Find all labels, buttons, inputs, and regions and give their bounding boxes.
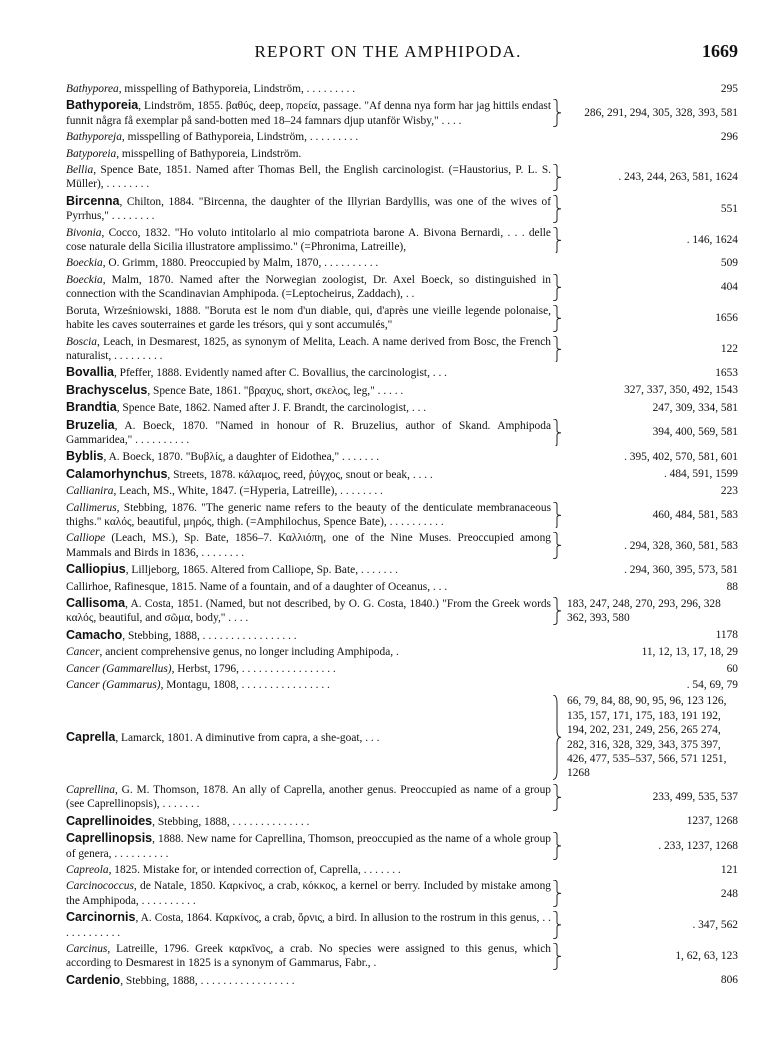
brace xyxy=(551,942,563,971)
entry-name: Boscia xyxy=(66,335,98,348)
entry-text xyxy=(66,467,551,482)
entry-description: , Malm, 1870. Named after the Norwegian zoologist, Dr. Axel Boeck, so distinguished in connection with the Scandinavian Amphipoda. (=Leptocheirus, Zaddach), xyxy=(66,273,551,301)
brace xyxy=(551,365,563,380)
entry-pages: 1237, 1268 xyxy=(686,815,738,828)
index-entry xyxy=(66,304,738,333)
index-entry xyxy=(66,256,738,270)
brace xyxy=(551,531,563,560)
entry-description: , Lindström, 1855. βαθύς, deep, πορεία, passage. "Af denna nya form har jag hittils endast funnit några få exemplar på sand-botten med 18–24 famnars djup utanför Wisby," xyxy=(66,100,551,127)
index-entry xyxy=(66,449,738,464)
entry-description: , Stebbing, 1888, xyxy=(120,974,198,987)
entry-description: , de Natale, 1850. Καρκίνος, a crab, κόκκος, a kernel or berry. Included by mistake among the Amphipoda, xyxy=(66,880,551,907)
entry-text xyxy=(66,501,551,530)
entry-description: , Rafinesque, 1815. Name of a fountain, and of a daughter of Oceanus, xyxy=(108,580,431,593)
brace xyxy=(551,226,563,255)
brace-icon xyxy=(552,195,561,223)
entry-name: Camacho xyxy=(66,627,123,642)
entry-text xyxy=(66,194,551,224)
index-entry xyxy=(66,831,738,861)
leader-dots: . . . . . . . . . . . . . . . . . xyxy=(238,662,336,675)
leader-dots: . . . xyxy=(362,731,380,744)
entry-text xyxy=(66,383,551,398)
entry-description: , G. M. Thomson, 1878. An ally of Caprella, another genus. Preoccupied as name of a group (see Caprellinopsis), xyxy=(66,783,551,811)
index-entry xyxy=(66,273,738,302)
entry-name: Bovallia xyxy=(66,365,114,380)
entry-description: , misspelling of Bathyporeia, Lindström. xyxy=(116,147,302,160)
entry-pages: 296 xyxy=(720,131,738,144)
entry-description: , A. Boeck, 1870. "Βυβλίς, a daughter of Eidothea," xyxy=(103,451,340,464)
entry-pages: 121 xyxy=(720,863,738,876)
index-entry xyxy=(66,973,738,988)
index-entry xyxy=(66,98,738,128)
index-entry xyxy=(66,335,738,364)
brace xyxy=(551,562,563,577)
brace-icon xyxy=(552,943,561,970)
entry-name: Brachyscelus xyxy=(66,382,148,397)
index-entry xyxy=(66,863,738,877)
entry-text xyxy=(66,226,551,255)
entry-pages: . 54, 69, 79 xyxy=(686,679,738,692)
entry-pages: 247, 309, 334, 581 xyxy=(652,401,738,414)
leader-dots: . . . . . . . xyxy=(159,798,200,811)
entry-text xyxy=(66,256,551,270)
index-entry xyxy=(66,383,738,398)
brace xyxy=(551,783,563,812)
brace-icon xyxy=(552,695,561,779)
entry-pages: 327, 337, 350, 492, 1543 xyxy=(624,384,738,397)
entry-description: , Stebbing, 1888, xyxy=(122,629,200,642)
entry-name: Bathyporeia xyxy=(66,98,139,113)
entry-name: Caprellinoides xyxy=(66,813,153,828)
brace-icon xyxy=(552,880,561,907)
entry-text xyxy=(66,678,551,692)
entry-text xyxy=(66,163,551,192)
entry-text xyxy=(66,98,551,128)
entry-text xyxy=(66,580,551,594)
entry-description: , A. Boeck, 1870. "Named in honour of R. Bruzelius, author of Skand. Amphipoda Gammaridea," xyxy=(66,419,551,446)
entry-name: Byblis xyxy=(66,449,104,464)
index-entry xyxy=(66,662,738,676)
leader-dots: . . . . . . . xyxy=(339,451,380,464)
entry-pages: . 347, 562 xyxy=(692,918,738,931)
brace-icon xyxy=(552,274,561,301)
index-entry xyxy=(66,484,738,498)
index-entry xyxy=(66,194,738,224)
entry-text xyxy=(66,400,551,415)
index-entry xyxy=(66,400,738,415)
brace-icon xyxy=(552,164,561,191)
entry-text xyxy=(66,879,551,908)
brace-icon xyxy=(552,419,561,447)
entry-pages: 551 xyxy=(720,202,738,215)
entry-pages: . 484, 591, 1599 xyxy=(663,468,738,481)
entry-description: , Spence Bate, 1851. Named after Thomas Bell, the English carcinologist. (=Haustorius, P. L. S. Müller), xyxy=(66,164,551,191)
brace xyxy=(551,628,563,643)
leader-dots: . . . . . . . . . . . . . . xyxy=(229,815,310,828)
entry-description: , 1825. Mistake for, or intended correction of, Caprella, xyxy=(108,863,361,876)
index-entry xyxy=(66,82,738,96)
leader-dots: . . . . . . . . xyxy=(108,210,155,223)
entry-pages: 1653 xyxy=(715,366,738,379)
index-entry xyxy=(66,783,738,812)
brace xyxy=(551,863,563,877)
entry-name: Bruzelia xyxy=(66,417,115,432)
brace xyxy=(551,383,563,398)
entry-text xyxy=(66,628,551,643)
entry-pages: 295 xyxy=(720,83,738,95)
entry-pages: 1656 xyxy=(715,311,738,324)
entry-pages: 394, 400, 569, 581 xyxy=(652,426,738,439)
leader-dots: . . . . . . . . xyxy=(198,546,245,559)
leader-dots: . . . . . . . . . . xyxy=(132,433,190,446)
entry-name: Caprellina xyxy=(66,783,115,796)
leader-dots: . . . . . . . xyxy=(358,564,398,577)
index-entry xyxy=(66,580,738,594)
entry-text xyxy=(66,365,551,380)
entry-pages: 60 xyxy=(726,662,738,675)
leader-dots: . . xyxy=(402,288,415,301)
entry-description: , misspelling of Bathyporeia, Lindström, xyxy=(118,83,304,95)
entry-name: Callisoma xyxy=(66,596,126,610)
entry-name: Calliopius xyxy=(66,562,126,577)
index-entry xyxy=(66,418,738,448)
entry-description: , Lamarck, 1801. A diminutive from capra, a she-goat, xyxy=(115,731,363,744)
brace xyxy=(551,645,563,659)
entry-description: , Cocco, 1832. "Ho voluto intitolarlo al mio compatriota barone A. Bivona Bernardi, . . . delle cose naturale della Sicilia illustratore amplissimo." (=Phronima, Latreille), xyxy=(66,226,551,254)
entry-pages: . 233, 1237, 1268 xyxy=(658,839,738,852)
brace xyxy=(551,335,563,364)
entry-name: Callirhoe xyxy=(66,580,109,593)
brace xyxy=(551,273,563,302)
entry-pages: 248 xyxy=(720,887,738,900)
entry-description: , Stebbing, 1876. "The generic name refers to the beauty of the denticulate membranaceous thighs." καλός, beautiful, μηρός, thigh. (=Amphilochus, Spence Bate), xyxy=(66,501,551,528)
brace xyxy=(551,98,563,128)
brace xyxy=(551,449,563,464)
entry-text xyxy=(66,304,551,333)
entry-name: Cancer (Gammarellus) xyxy=(66,662,172,675)
entry-name: Bathyporeja xyxy=(66,131,122,144)
entry-pages: 460, 484, 581, 583 xyxy=(652,508,738,521)
entry-pages: 233, 499, 535, 537 xyxy=(652,791,738,804)
leader-dots: . . . . . . . . . xyxy=(306,131,359,144)
leader-dots: . . . . . . . . . . xyxy=(321,257,379,270)
index-entry xyxy=(66,130,738,144)
entry-pages: . 243, 244, 263, 581, 1624 xyxy=(618,171,738,184)
leader-dots: . . . . . . . . . . . . . . . . . xyxy=(197,974,295,987)
index-entry xyxy=(66,694,738,780)
entry-description: , Herbst, 1796, xyxy=(171,662,239,675)
entry-name: Cardenio xyxy=(66,972,121,987)
entry-text xyxy=(66,973,551,988)
entry-pages: 1178 xyxy=(715,629,738,642)
brace xyxy=(551,678,563,692)
entry-name: Caprellinopsis xyxy=(66,831,153,846)
brace xyxy=(551,973,563,988)
index-entry xyxy=(66,226,738,255)
brace xyxy=(551,814,563,829)
entry-description: , 1888. New name for Caprellina, Thomson, preoccupied as the name of a whole group of genera, xyxy=(66,833,551,860)
brace xyxy=(551,130,563,144)
entry-description: , Stebbing, 1888, xyxy=(152,815,230,828)
entry-description: , Streets, 1878. κάλαμος, reed, ῥύγχος, snout or beak, xyxy=(167,468,410,481)
leader-dots: . . . . . . . . xyxy=(337,485,383,498)
entry-description: , Spence Bate, 1862. Named after J. F. Brandt, the carcinologist, xyxy=(116,402,410,415)
entry-pages: . 294, 328, 360, 581, 583 xyxy=(624,539,738,552)
entry-text xyxy=(66,147,551,161)
entry-description: , Lilljeborg, 1865. Altered from Calliope, Sp. Bate, xyxy=(125,564,359,577)
brace xyxy=(551,400,563,415)
entry-description: , Spence Bate, 1861. "βραχυς, short, σκελος, leg," xyxy=(147,384,375,397)
index-entry xyxy=(66,365,738,380)
leader-dots: . . . . . . . . xyxy=(103,178,150,191)
leader-dots: . . . xyxy=(430,580,448,593)
entry-text xyxy=(66,562,551,577)
brace xyxy=(551,163,563,192)
index-entry xyxy=(66,562,738,577)
brace xyxy=(551,147,563,161)
brace xyxy=(551,256,563,270)
entry-name: Bircenna xyxy=(66,193,120,208)
leader-dots: . . . . . . . xyxy=(360,863,401,876)
brace-icon xyxy=(552,99,561,127)
brace xyxy=(551,580,563,594)
leader-dots: . . . . xyxy=(225,612,249,625)
entry-description: , Wrześniowski, 1888. "Boruta est le nom d'un diable, qui, d'après une vieille legende polonaise, habite les caves souterraines et garde les trésors, qui y sont accumulés," xyxy=(66,304,551,332)
entry-text xyxy=(66,531,551,560)
entry-name: Calamorhynchus xyxy=(66,466,168,481)
entry-name: Cancer (Gammarus) xyxy=(66,679,161,692)
brace-icon xyxy=(552,532,561,559)
index-entry xyxy=(66,910,738,940)
entry-text xyxy=(66,484,551,498)
index-entry xyxy=(66,147,738,161)
index-entry xyxy=(66,501,738,530)
brace xyxy=(551,484,563,498)
leader-dots: . . . . . . . . . . . . xyxy=(66,912,551,939)
brace xyxy=(551,662,563,676)
entry-pages: . 146, 1624 xyxy=(686,233,738,246)
entry-text xyxy=(66,730,551,745)
entry-pages: 286, 291, 294, 305, 328, 393, 581 xyxy=(584,107,738,120)
leader-dots: . xyxy=(393,646,399,659)
entry-name: Capreola xyxy=(66,863,109,876)
entry-description: , Leach, in Desmarest, 1825, as synonym of Melita, Leach. A name derived from Bosc, the French naturalist, xyxy=(66,335,551,362)
leader-dots: . . . . . . . . . . xyxy=(111,847,169,860)
entry-text xyxy=(66,662,551,676)
brace xyxy=(551,418,563,448)
entry-name: Boeckia xyxy=(66,257,103,270)
entry-text xyxy=(66,335,551,364)
entry-name: Carcinus xyxy=(66,942,108,955)
index-entry xyxy=(66,814,738,829)
index-entry xyxy=(66,645,738,659)
index-entry xyxy=(66,678,738,692)
brace xyxy=(551,467,563,482)
brace xyxy=(551,194,563,224)
entry-pages: 88 xyxy=(726,580,738,593)
entry-name: Batyporeia xyxy=(66,147,117,160)
leader-dots: . . . xyxy=(409,402,427,415)
entry-name: Cancer xyxy=(66,646,100,659)
entry-description: , misspelling of Bathyporeia, Lindström, xyxy=(121,131,307,144)
leader-dots: . . . . xyxy=(409,468,433,481)
entry-name: Boruta xyxy=(66,304,98,317)
leader-dots: . . . . . . . . . . xyxy=(386,515,444,528)
entry-description: , ancient comprehensive genus, no longer including Amphipoda, xyxy=(99,646,394,659)
entry-description: , O. Grimm, 1880. Preoccupied by Malm, 1870, xyxy=(102,257,322,270)
leader-dots: . . . . . xyxy=(374,384,404,397)
index-entry xyxy=(66,163,738,192)
entry-text xyxy=(66,910,551,940)
brace-icon xyxy=(552,227,561,254)
index-entry xyxy=(66,596,738,626)
entry-name: Boeckia xyxy=(66,273,103,286)
entry-text xyxy=(66,82,551,96)
brace xyxy=(551,694,563,780)
entry-description: , A. Costa, 1851. (Named, but not described, by O. G. Costa, 1840.) "From the Greek words καλός, beautiful, and σῶμα, body," xyxy=(66,598,551,625)
entry-name: Bathyporea xyxy=(66,83,119,95)
brace xyxy=(551,879,563,908)
leader-dots: . . . . xyxy=(438,114,462,127)
page-number: 1669 xyxy=(702,41,738,61)
entry-description: , Leach, MS., White, 1847. (=Hyperia, Latreille), xyxy=(113,485,338,498)
entry-text xyxy=(66,596,551,626)
entry-text xyxy=(66,942,551,971)
entry-name: Carcinornis xyxy=(66,910,136,925)
entry-description: , A. Costa, 1864. Καρκίνος, a crab, ὄρνις, a bird. In allusion to the rostrum in this genus, xyxy=(135,912,540,925)
entry-pages: 806 xyxy=(720,974,738,987)
entry-pages: . 395, 402, 570, 581, 601 xyxy=(624,450,738,463)
entry-pages: 11, 12, 13, 17, 18, 29 xyxy=(641,646,738,659)
entry-description: , Latreille, 1796. Greek καρκῖνος, a crab. No species were assigned to this genus, which according to Desmarest in 1825 is a synonym of Gammarus, Fabr., xyxy=(66,942,551,970)
page-title: REPORT ON THE AMPHIPODA. xyxy=(254,42,522,61)
leader-dots: . . . . . . . . . . . . . . . . . xyxy=(199,629,297,642)
brace xyxy=(551,596,563,626)
entry-pages: 223 xyxy=(720,485,738,498)
leader-dots: . . . . . . . . . xyxy=(303,83,356,95)
entry-description: (Leach, MS.), Sp. Bate, 1856–7. Καλλιόπη, one of the Nine Muses. Preoccupied among Mammals and Birds in 1836, xyxy=(66,532,551,559)
entry-name: Carcinococcus xyxy=(66,880,134,893)
index-entry xyxy=(66,467,738,482)
index-entry xyxy=(66,879,738,908)
entry-pages: 66, 79, 84, 88, 90, 95, 96, 123 126, 135, 157, 171, 175, 183, 191 192, 194, 202, 231, 249, 256, 265 274, 282, 316, 328, 329, 343, 375 397, 426, 477, 535–537, 566, 571 1251, 1268 xyxy=(567,695,727,780)
entry-pages: 509 xyxy=(720,257,738,270)
entry-pages: 404 xyxy=(720,281,738,294)
entry-text xyxy=(66,645,551,659)
leader-dots: . . . xyxy=(429,367,448,380)
entry-pages: 122 xyxy=(720,342,738,355)
entry-text xyxy=(66,831,551,861)
entry-pages: . 294, 360, 395, 573, 581 xyxy=(624,563,738,576)
brace-icon xyxy=(552,305,561,332)
brace xyxy=(551,304,563,333)
entry-name: Bellia xyxy=(66,164,94,177)
entry-description: , Montagu, 1808, xyxy=(160,679,239,692)
brace-icon xyxy=(552,336,561,363)
brace-icon xyxy=(552,502,561,529)
brace xyxy=(551,831,563,861)
index-entries xyxy=(66,82,738,990)
page-header xyxy=(0,42,776,66)
entry-text xyxy=(66,418,551,448)
entry-text xyxy=(66,783,551,812)
brace-icon xyxy=(552,832,561,860)
index-entry xyxy=(66,942,738,971)
brace-icon xyxy=(552,784,561,811)
entry-text xyxy=(66,863,551,877)
entry-name: Brandtia xyxy=(66,400,117,415)
entry-name: Callianira xyxy=(66,485,114,498)
brace xyxy=(551,910,563,940)
entry-name: Bivonia xyxy=(66,226,102,239)
entry-name: Calliope xyxy=(66,532,106,545)
entry-text xyxy=(66,273,551,302)
entry-text xyxy=(66,814,551,829)
brace xyxy=(551,501,563,530)
entry-description: , Chilton, 1884. "Bircenna, the daughter of the Illyrian Bardyllis, was one of the wives of Pyrrhus," xyxy=(66,195,551,223)
leader-dots: . xyxy=(370,957,377,970)
brace-icon xyxy=(552,597,561,625)
entry-name: Caprella xyxy=(66,729,116,744)
entry-text xyxy=(66,449,551,464)
leader-dots: . . . . . . . . . . xyxy=(138,894,196,907)
brace xyxy=(551,82,563,96)
index-entry xyxy=(66,628,738,643)
index-entry xyxy=(66,531,738,560)
leader-dots: . . . . . . . . . xyxy=(111,349,163,362)
entry-name: Callimerus xyxy=(66,501,117,514)
entry-text xyxy=(66,130,551,144)
entry-description: , Pfeffer, 1888. Evidently named after C. Bovallius, the carcinologist, xyxy=(113,367,430,380)
leader-dots: . . . . . . . . . . . . . . . . xyxy=(238,679,330,692)
entry-pages: 183, 247, 248, 270, 293, 296, 328 362, 393, 580 xyxy=(567,597,721,624)
brace-icon xyxy=(552,911,561,939)
entry-pages: 1, 62, 63, 123 xyxy=(675,950,738,963)
